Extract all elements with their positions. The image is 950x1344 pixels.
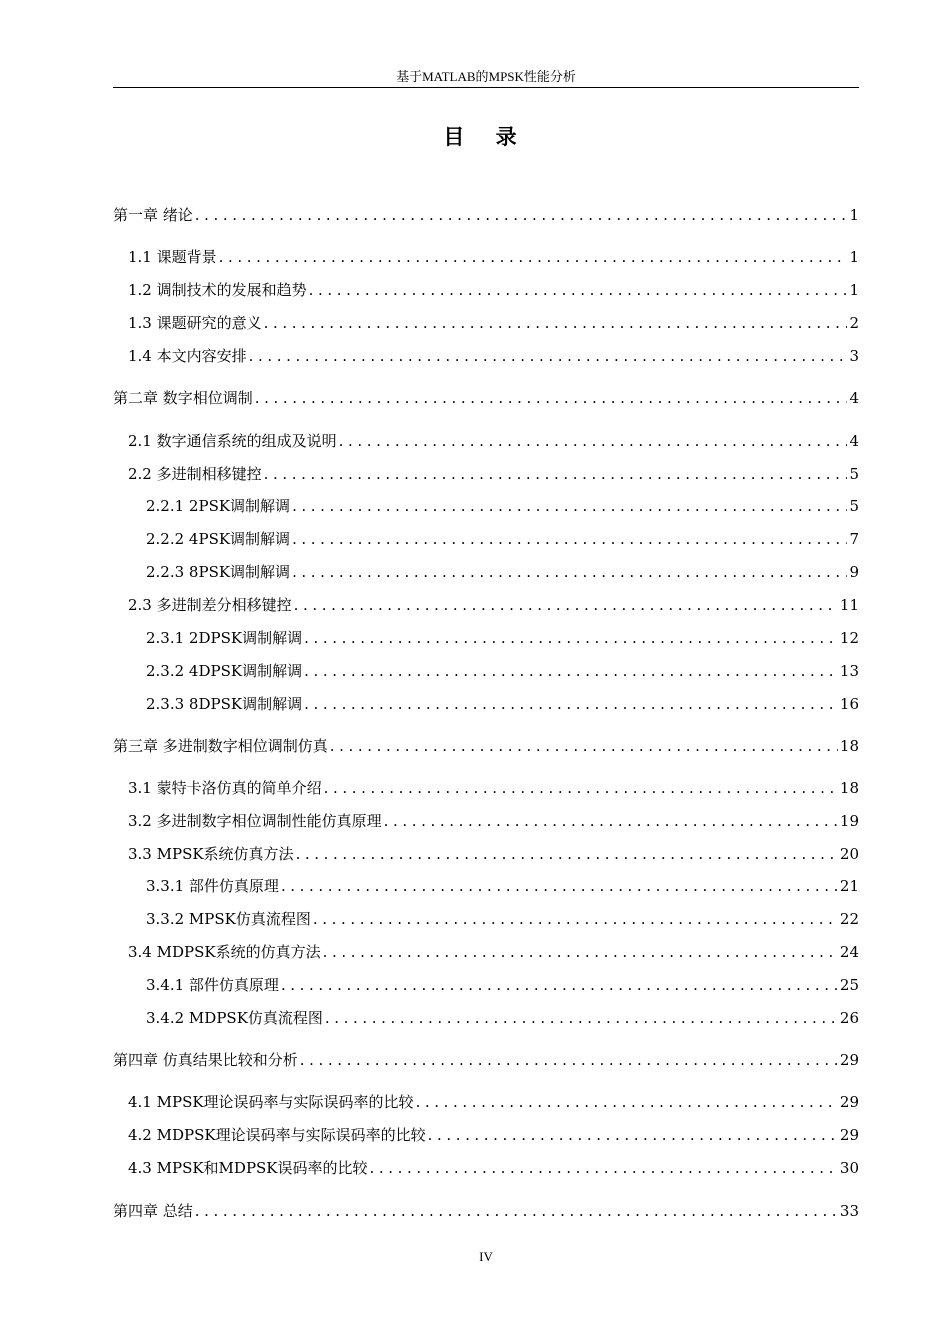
toc-entry-page: 3 [849, 347, 859, 365]
toc-entry[interactable] [113, 736, 859, 756]
dot-leader [304, 628, 838, 648]
toc-entry[interactable] [113, 1201, 859, 1221]
dot-leader [304, 661, 838, 681]
toc-entry[interactable] [113, 388, 859, 408]
toc-entry-page: 21 [839, 877, 859, 895]
toc-entry[interactable] [128, 313, 859, 333]
header-rule [113, 87, 859, 88]
toc-entry-label: 3.4 MDPSK系统的仿真方法 [128, 943, 321, 961]
toc-entry-page: 26 [839, 1009, 859, 1027]
toc-entry-page: 1 [849, 248, 859, 266]
dot-leader [264, 313, 848, 333]
toc-entry-label: 1.3 课题研究的意义 [128, 314, 262, 332]
dot-leader [370, 1158, 838, 1178]
dot-leader [195, 205, 848, 225]
toc-entry-label: 3.1 蒙特卡洛仿真的简单介绍 [128, 779, 322, 797]
toc-entry-label: 4.3 MPSK和MDPSK误码率的比较 [128, 1159, 368, 1177]
toc-entry[interactable] [128, 431, 859, 451]
toc-entry-page: 29 [839, 1051, 859, 1069]
toc-entry-label: 2.2.1 2PSK调制解调 [146, 497, 291, 515]
toc-entry-page: 2 [849, 314, 859, 332]
toc-entry-label: 1.2 调制技术的发展和趋势 [128, 281, 307, 299]
toc-entry[interactable] [113, 205, 859, 225]
toc-entry[interactable] [128, 942, 859, 962]
toc-entry[interactable] [146, 496, 859, 516]
toc-entry[interactable] [146, 975, 859, 995]
toc-entry-page: 16 [839, 695, 859, 713]
toc-entry-label: 2.1 数字通信系统的组成及说明 [128, 432, 337, 450]
page-number: IV [479, 1249, 493, 1264]
dot-leader [219, 247, 848, 267]
toc-entry-page: 11 [839, 596, 859, 614]
dot-leader [292, 496, 847, 516]
toc-entry-label: 4.2 MDPSK理论误码率与实际误码率的比较 [128, 1126, 426, 1144]
dot-leader [323, 942, 838, 962]
toc-entry-label: 第三章 多进制数字相位调制仿真 [113, 737, 328, 755]
toc-entry[interactable] [146, 628, 859, 648]
toc-entry-page: 29 [839, 1126, 859, 1144]
dot-leader [294, 595, 838, 615]
toc-entry-page: 1 [849, 281, 859, 299]
toc-entry[interactable] [128, 247, 859, 267]
toc-entry-page: 9 [849, 563, 859, 581]
dot-leader [195, 1201, 838, 1221]
toc-entry-label: 3.4.1 部件仿真原理 [146, 976, 279, 994]
toc-entry[interactable] [113, 1050, 859, 1070]
dot-leader [292, 529, 847, 549]
toc-entry-label: 2.2 多进制相移键控 [128, 465, 262, 483]
toc-entry-label: 4.1 MPSK理论误码率与实际误码率的比较 [128, 1093, 414, 1111]
toc-entry[interactable] [146, 562, 859, 582]
dot-leader [292, 562, 847, 582]
toc-entry-label: 3.3.1 部件仿真原理 [146, 877, 279, 895]
toc-entry-page: 1 [849, 206, 859, 224]
toc-entry-label: 2.2.2 4PSK调制解调 [146, 530, 291, 548]
dot-leader [255, 388, 848, 408]
toc-entry[interactable] [128, 1158, 859, 1178]
dot-leader [339, 431, 848, 451]
toc-entry[interactable] [146, 694, 859, 714]
dot-leader [249, 346, 848, 366]
toc-entry-page: 5 [849, 497, 859, 515]
toc-entry-label: 2.3.3 8DPSK调制解调 [146, 695, 303, 713]
toc-entry-label: 2.2.3 8PSK调制解调 [146, 563, 291, 581]
toc-entry-label: 3.2 多进制数字相位调制性能仿真原理 [128, 812, 382, 830]
toc-title: 目 录 [443, 125, 529, 149]
toc-entry[interactable] [128, 595, 859, 615]
toc-entry[interactable] [128, 811, 859, 831]
toc-entry-page: 33 [839, 1202, 859, 1220]
toc-entry-label: 3.3.2 MPSK仿真流程图 [146, 910, 311, 928]
toc-entry-label: 3.3 MPSK系统仿真方法 [128, 845, 294, 863]
toc-entry[interactable] [146, 876, 859, 896]
dot-leader [384, 811, 838, 831]
dot-leader [313, 909, 838, 929]
toc-entry[interactable] [128, 1125, 859, 1145]
toc-entry[interactable] [128, 280, 859, 300]
toc-entry-label: 2.3.1 2DPSK调制解调 [146, 629, 303, 647]
toc-entry-page: 4 [849, 432, 859, 450]
toc-entry-page: 22 [839, 910, 859, 928]
toc-entry-page: 18 [839, 737, 859, 755]
dot-leader [325, 1008, 838, 1028]
dot-leader [330, 736, 838, 756]
running-header: 基于MATLAB的MPSK性能分析 [396, 69, 576, 84]
toc-entry-label: 第二章 数字相位调制 [113, 389, 253, 407]
dot-leader [281, 975, 838, 995]
toc-entry-page: 12 [839, 629, 859, 647]
toc-entry-label: 1.1 课题背景 [128, 248, 217, 266]
toc-entry-label: 1.4 本文内容安排 [128, 347, 247, 365]
toc-entry[interactable] [128, 464, 859, 484]
toc-entry-page: 13 [839, 662, 859, 680]
toc-entry-label: 第四章 总结 [113, 1202, 193, 1220]
toc-entry-page: 25 [839, 976, 859, 994]
toc-entry-page: 19 [839, 812, 859, 830]
toc-entry[interactable] [128, 778, 859, 798]
dot-leader [296, 844, 838, 864]
toc-entry-page: 4 [849, 389, 859, 407]
toc-entry-page: 24 [839, 943, 859, 961]
dot-leader [304, 694, 838, 714]
dot-leader [264, 464, 848, 484]
toc-entry-label: 2.3.2 4DPSK调制解调 [146, 662, 303, 680]
toc-entry-page: 29 [839, 1093, 859, 1111]
toc-entry-label: 2.3 多进制差分相移键控 [128, 596, 292, 614]
dot-leader [281, 876, 838, 896]
toc-entry[interactable] [128, 346, 859, 366]
toc-entry[interactable] [128, 1092, 859, 1112]
toc-entry[interactable] [146, 661, 859, 681]
toc-entry-page: 5 [849, 465, 859, 483]
dot-leader [428, 1125, 838, 1145]
toc-entry-label: 第一章 绪论 [113, 206, 193, 224]
toc-entry[interactable] [128, 844, 859, 864]
toc-entry-page: 20 [839, 845, 859, 863]
toc-entry-label: 第四章 仿真结果比较和分析 [113, 1051, 298, 1069]
dot-leader [324, 778, 838, 798]
toc-entry-page: 30 [839, 1159, 859, 1177]
dot-leader [309, 280, 848, 300]
dot-leader [416, 1092, 838, 1112]
toc-entry-page: 7 [849, 530, 859, 548]
toc-entry-page: 18 [839, 779, 859, 797]
dot-leader [300, 1050, 838, 1070]
toc-entry[interactable] [146, 1008, 859, 1028]
toc-entry-label: 3.4.2 MDPSK仿真流程图 [146, 1009, 323, 1027]
toc-entry[interactable] [146, 529, 859, 549]
toc-entry[interactable] [146, 909, 859, 929]
